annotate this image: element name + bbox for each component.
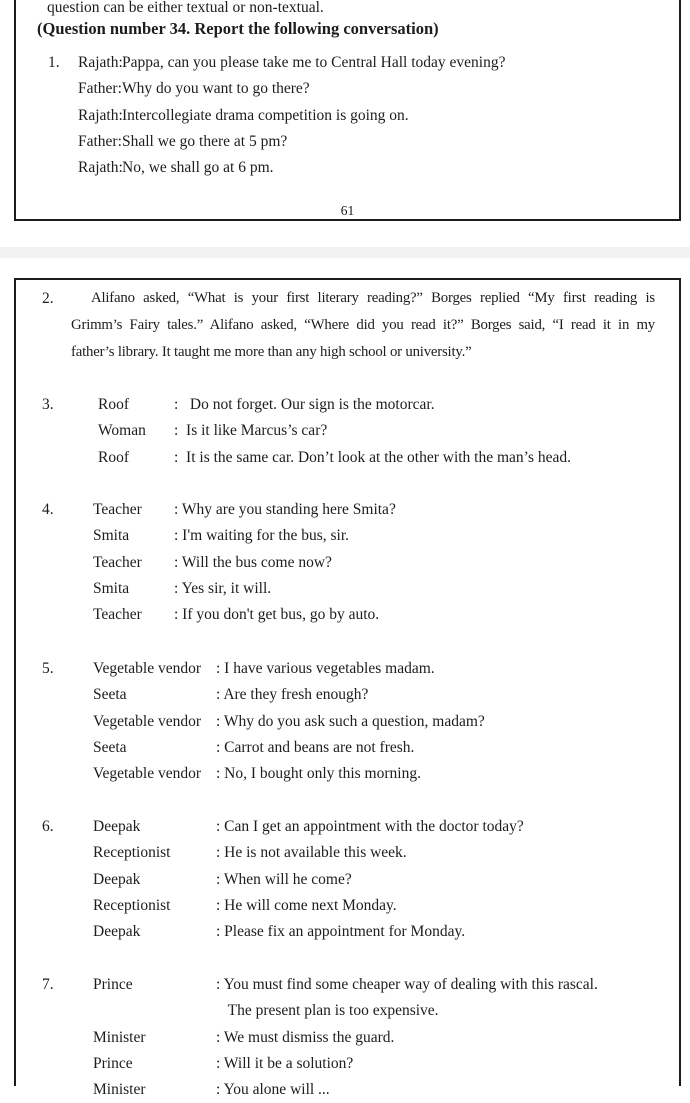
exercise-item-1: [48, 50, 658, 181]
dialogue-text: : If you don't get bus, go by auto.: [174, 606, 380, 624]
speaker-name: Roof: [98, 448, 129, 466]
dialogue-line: [42, 1051, 654, 1077]
speaker-name: Teacher: [93, 606, 142, 624]
speaker-name: Deepak: [93, 818, 141, 835]
dialogue-line: [42, 893, 654, 919]
paragraph-line: father’s library. It taught me more than any high school or university.”: [71, 344, 472, 360]
dialogue-line: [42, 735, 654, 761]
dialogue-line: [48, 76, 658, 102]
dialogue-line: [42, 392, 654, 418]
speaker-name: Teacher: [93, 501, 142, 518]
speaker-name: Father:: [78, 132, 122, 150]
dialogue-text: : I have various vegetables madam.: [216, 660, 435, 677]
dialogue-line: [42, 576, 654, 602]
speaker-name: Prince: [93, 1054, 133, 1072]
dialogue-line: [42, 656, 654, 682]
dialogue-line: [42, 445, 654, 471]
speaker-name: Vegetable vendor: [93, 712, 202, 730]
dialogue-text: : Will it be a solution?: [216, 1054, 354, 1072]
item-number: 1.: [48, 54, 60, 71]
paragraph-line: Alifano asked, “What is your first literary reading?” Borges replied “My first reading is: [91, 290, 655, 306]
speaker-name: Minister: [93, 1081, 146, 1099]
dialogue-text: Pappa, can you please take me to Central Hall today evening?: [122, 54, 506, 71]
dialogue-line: [42, 682, 654, 708]
dialogue-text: No, we shall go at 6 pm.: [122, 159, 274, 177]
dialogue-text: : Why are you standing here Smita?: [174, 501, 396, 518]
document-page-2: [14, 278, 681, 1099]
dialogue-text: : Can I get an appointment with the doctor today?: [216, 818, 524, 835]
dialogue-text: : You alone will ...: [216, 1081, 330, 1099]
dialogue-line: [48, 129, 658, 155]
dialogue-text: : When will he come?: [216, 870, 352, 888]
paragraph-line: Grimm’s Fairy tales.” Alifano asked, “Where did you read it?” Borges said, “I read it in my: [71, 317, 655, 333]
dialogue-text: : Is it like Marcus’s car?: [174, 422, 328, 440]
speaker-name: Rajath:: [78, 159, 123, 177]
speaker-name: [93, 998, 216, 1024]
exercise-item-6: [42, 814, 654, 945]
speaker-name: Minister: [93, 1028, 146, 1046]
dialogue-line: [42, 1025, 654, 1051]
speaker-name: Prince: [93, 976, 133, 993]
dialogue-text: The present plan is too expensive.: [216, 1002, 439, 1020]
dialogue-text: : Yes sir, it will.: [174, 579, 272, 597]
speaker-name: Vegetable vendor: [93, 660, 202, 677]
dialogue-text: : Are they fresh enough?: [216, 686, 369, 704]
page-separator: [0, 247, 690, 258]
dialogue-line: [42, 972, 654, 998]
dialogue-line: [42, 497, 654, 523]
dialogue-text: : We must dismiss the guard.: [216, 1028, 395, 1046]
dialogue-line: [42, 867, 654, 893]
exercise-item-3: [42, 392, 654, 471]
section-heading: (Question number 34. Report the following conversation): [37, 19, 439, 38]
dialogue-line: [42, 919, 654, 945]
dialogue-text: : Carrot and beans are not fresh.: [216, 738, 415, 756]
item-number: 7.: [42, 976, 54, 993]
item-number: 4.: [42, 501, 54, 518]
intro-text: question can be either textual or non-textual.: [47, 0, 324, 16]
dialogue-line: [48, 103, 658, 129]
dialogue-continuation-line: [42, 998, 654, 1024]
speaker-name: Receptionist: [93, 896, 171, 914]
speaker-name: Father:: [78, 80, 122, 98]
dialogue-text: : It is the same car. Don’t look at the other with the man’s head.: [174, 448, 572, 466]
speaker-name: Rajath:: [78, 54, 123, 71]
speaker-name: Smita: [93, 579, 130, 597]
item-number: 6.: [42, 818, 54, 835]
dialogue-text: : He will come next Monday.: [216, 896, 397, 914]
dialogue-text: : Will the bus come now?: [174, 553, 332, 571]
dialogue-line-clipped: [42, 1077, 654, 1103]
dialogue-line: [42, 418, 654, 444]
speaker-name: Vegetable vendor: [93, 765, 202, 783]
dialogue-text: : Do not forget. Our sign is the motorcar.: [174, 396, 435, 413]
exercise-item-2: [42, 285, 655, 366]
dialogue-line: [42, 523, 654, 549]
paragraph: [71, 285, 655, 366]
dialogue-text: : You must find some cheaper way of dealing with this rascal.: [216, 976, 598, 993]
exercise-item-4: [42, 497, 654, 628]
dialogue-line: [42, 761, 654, 787]
dialogue-line: [48, 155, 658, 181]
speaker-name: Smita: [93, 527, 130, 545]
exercise-item-7: [42, 972, 654, 1103]
speaker-name: Deepak: [93, 870, 141, 888]
dialogue-text: : Why do you ask such a question, madam?: [216, 712, 485, 730]
item-number: 3.: [42, 396, 54, 413]
speaker-name: Seeta: [93, 686, 127, 704]
dialogue-line: [42, 550, 654, 576]
dialogue-line: [42, 709, 654, 735]
item-number: 5.: [42, 660, 54, 677]
dialogue-text: : Please fix an appointment for Monday.: [216, 923, 466, 941]
speaker-name: Receptionist: [93, 844, 171, 862]
exercise-item-5: [42, 656, 654, 787]
speaker-name: Teacher: [93, 553, 142, 571]
dialogue-text: Shall we go there at 5 pm?: [122, 132, 288, 150]
dialogue-text: : No, I bought only this morning.: [216, 765, 421, 783]
speaker-name: Roof: [98, 396, 129, 413]
dialogue-line: [42, 814, 654, 840]
dialogue-text: Why do you want to go there?: [122, 80, 310, 98]
dialogue-line: [42, 602, 654, 628]
dialogue-line: [48, 50, 658, 76]
speaker-name: Woman: [98, 422, 146, 440]
speaker-name: Deepak: [93, 923, 141, 941]
page-number: 61: [340, 203, 355, 218]
item-number: 2.: [42, 290, 54, 307]
speaker-name: Rajath:: [78, 106, 123, 124]
document-page-1: [14, 0, 681, 221]
speaker-name: Seeta: [93, 738, 127, 756]
dialogue-text: : He is not available this week.: [216, 844, 407, 862]
dialogue-text: Intercollegiate drama competition is going on.: [122, 106, 409, 124]
dialogue-text: : I'm waiting for the bus, sir.: [174, 527, 349, 545]
dialogue-line: [42, 840, 654, 866]
